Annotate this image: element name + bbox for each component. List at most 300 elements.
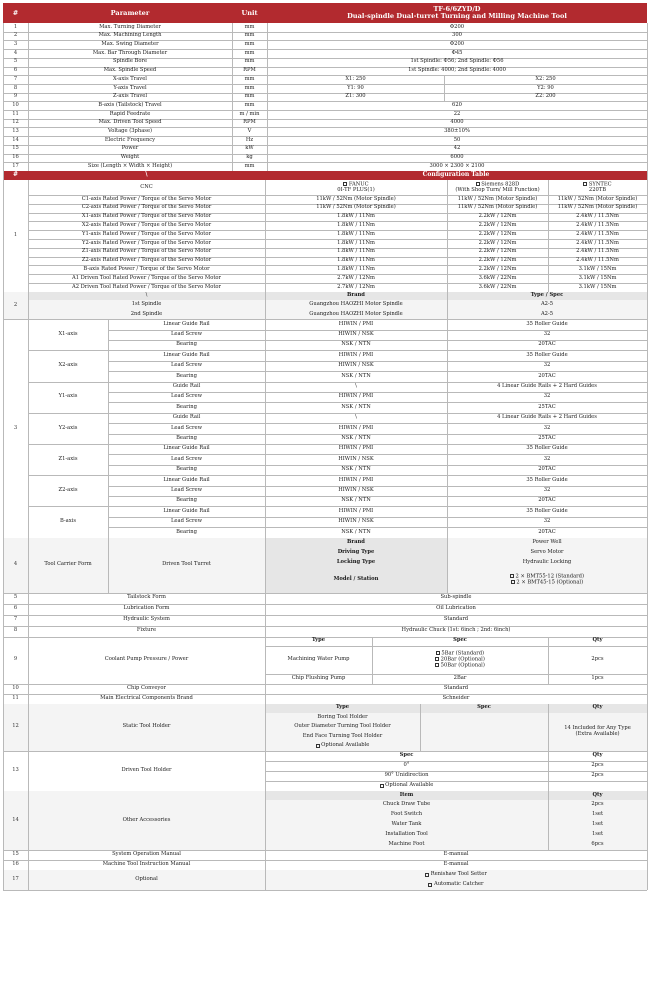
grid-line <box>28 23 29 171</box>
motor-siemens: 11kW / 52Nm (Motor Spindle) <box>457 195 538 202</box>
axis-spec: 32 <box>543 362 551 369</box>
grid-line <box>647 171 648 890</box>
motor-fanuc: 11kW / 52Nm (Motor Spindle) <box>316 204 396 211</box>
header-model <box>267 3 647 23</box>
motor-syntec: 11kW / 52Nm (Motor Spindle) <box>557 195 638 202</box>
section-no: 12 <box>3 704 28 751</box>
acc-qty: 1set <box>548 810 647 820</box>
axis-brand: NSK / NTN <box>341 528 371 535</box>
acc-item-head: Item <box>265 791 548 801</box>
checkbox-icon <box>476 182 480 186</box>
grid-line <box>28 292 29 320</box>
model-station-label: Model / Station <box>265 568 447 593</box>
motor-name: C2-axis Rated Power / Torque of the Servo Motor <box>81 204 212 211</box>
param-unit: mm <box>244 84 255 91</box>
axis-spec: 32 <box>543 487 551 494</box>
row-no: 8 <box>13 627 18 634</box>
param-value-2: Z2: 200 <box>535 93 556 100</box>
row-no: 10 <box>12 684 19 691</box>
axis-name: Y2-axis <box>58 424 78 431</box>
param-unit: V <box>247 128 252 134</box>
siemens-name: Siemens 828D <box>481 181 520 188</box>
axis-spec: 20TAC <box>538 466 556 473</box>
motor-syntec: 11kW / 52Nm (Motor Spindle) <box>557 204 638 211</box>
param-value: 42 <box>453 145 461 152</box>
grid-line <box>265 791 266 851</box>
param-unit: mm <box>244 32 255 39</box>
param-no: 12 <box>12 119 19 126</box>
motor-siemens: 2.2kW / 12Nm <box>478 221 517 228</box>
axis-name: X1-axis <box>58 331 78 338</box>
accessories-label: Other Accessories <box>28 791 265 851</box>
param-no: 16 <box>12 154 19 161</box>
syntec-sub: 220TB <box>588 186 607 193</box>
grid-line <box>444 84 445 93</box>
param-value: 3000 × 2300 × 2100 <box>429 162 485 169</box>
static-tool-spec <box>420 722 548 732</box>
axis-brand: HIWIN / NSK <box>338 331 374 338</box>
grid-line <box>265 626 266 637</box>
pump-spec-option: 5Bar (Standard) <box>441 650 485 657</box>
param-no: 11 <box>12 110 19 117</box>
axis-brand: NSK / NTN <box>341 341 371 348</box>
grid-line <box>265 751 266 791</box>
grid-line <box>108 538 109 593</box>
param-no: 2 <box>13 32 18 39</box>
section-no: 13 <box>12 766 19 773</box>
axis-item: Lead Screw <box>170 331 203 338</box>
driven-qty: 2pcs <box>591 761 604 768</box>
motor-siemens: 2.2kW / 12Nm <box>478 257 517 264</box>
row-name: Chip Conveyor <box>127 684 166 691</box>
static-tool-spec <box>420 732 548 742</box>
grid-line <box>28 604 29 615</box>
spindle-type-head: Type / Spec <box>447 292 647 301</box>
tool-carrier-value: Hydraulic Locking <box>447 558 647 568</box>
header-parameter: Parameter <box>28 3 232 23</box>
checkbox-icon <box>425 873 429 877</box>
motor-fanuc: 1.8kW / 11Nm <box>337 248 375 255</box>
grid-line <box>232 23 233 171</box>
axis-brand: HIWIN / NSK <box>338 487 374 494</box>
grid-line <box>548 180 549 292</box>
optional-label: Optional <box>28 870 265 890</box>
grid-line <box>28 615 29 626</box>
param-no: 5 <box>13 58 18 65</box>
driven-spec: 90° Unidirection <box>384 771 429 778</box>
param-unit: Hz <box>245 136 254 143</box>
motor-name: A2 Driven Tool Rated Power / Torque of the Servo Motor <box>71 283 222 290</box>
axis-spec: 20TAC <box>538 497 556 504</box>
axis-brand: \ <box>355 383 357 390</box>
pump-spec-option: 20Bar (Optional) <box>440 656 485 663</box>
motor-fanuc: 1.8kW / 11Nm <box>337 213 375 220</box>
motor-syntec: 2.4kW / 11.5Nm <box>576 213 619 220</box>
param-name: Max. Swing Diameter <box>101 41 159 47</box>
driven-spec-head: Spec <box>399 751 414 758</box>
param-name: Electric Frequency <box>104 136 156 143</box>
grid-line <box>265 704 266 751</box>
tool-carrier-key: Locking Type <box>265 558 447 568</box>
grid-line <box>28 538 29 593</box>
acc-item: Installation Tool <box>265 830 548 840</box>
axis-item: Bearing <box>176 372 197 379</box>
section-no: 17 <box>3 870 28 890</box>
axis-item: Lead Screw <box>170 455 203 462</box>
param-value: 300 <box>452 32 462 39</box>
syntec-name: SYNTEC <box>588 181 612 188</box>
grid-line <box>447 292 448 320</box>
row-value: E-manual <box>443 861 469 868</box>
param-no: 13 <box>12 128 19 134</box>
machine-name: Dual-spindle Dual-turret Turning and Milling Machine Tool <box>347 12 567 20</box>
optional-item-text: Automatic Catcher <box>433 881 484 888</box>
motor-fanuc: 1.8kW / 11Nm <box>337 239 375 246</box>
grid-line <box>265 180 266 292</box>
param-value: Φ200 <box>449 23 465 30</box>
coolant-pump1-specs <box>372 646 548 674</box>
param-name: Size (Length × Width × Height) <box>87 162 173 169</box>
static-optional-text: Optional Available <box>321 742 370 749</box>
row-no: 6 <box>13 605 18 612</box>
static-tool-spec <box>420 741 548 751</box>
axis-brand: NSK / NTN <box>341 372 371 379</box>
param-value: Φ200 <box>449 41 465 47</box>
acc-item: Machine Foot <box>265 840 548 850</box>
axis-item: Lead Screw <box>170 424 203 431</box>
spindle-name: 1st Spindle <box>28 300 265 310</box>
grid-line <box>265 604 266 615</box>
axis-item: Lead Screw <box>170 393 203 400</box>
param-name: Power <box>121 145 139 152</box>
spindle-brand: Guangzhou HAOZHI Motor Spindle <box>265 310 447 320</box>
row-value: E-manual <box>443 851 469 858</box>
motor-syntec: 3.1kW / 15Nm <box>578 274 617 281</box>
static-tool-item: Outer Diameter Turning Tool Holder <box>265 722 420 732</box>
axis-name: B-axis <box>59 518 76 525</box>
motor-siemens: 11kW / 52Nm (Motor Spindle) <box>457 204 538 211</box>
axis-brand: HIWIN / PMI <box>338 476 374 483</box>
axis-spec: 32 <box>543 455 551 462</box>
axis-name: Z1-axis <box>58 455 78 462</box>
axis-item: Linear Guide Rail <box>163 320 210 327</box>
coolant-qty-head: Qty <box>592 637 603 644</box>
param-unit: RPM <box>243 119 256 126</box>
config-backslash: \ <box>28 171 265 180</box>
grid-line <box>548 637 549 684</box>
model-name: TF-6/6ZYD/D <box>433 5 481 14</box>
static-optional <box>265 741 420 751</box>
param-unit: kg <box>246 154 253 161</box>
coolant-pump2-type: Chip Flushing Pump <box>291 674 346 681</box>
static-tool-spec <box>420 713 548 723</box>
tool-carrier-sub: Driven Tool Turret <box>108 538 265 593</box>
grid-line <box>447 319 448 537</box>
section-no: 2 <box>3 292 28 320</box>
spindle-brand-head: Brand <box>265 292 447 301</box>
config-hash: # <box>3 171 28 180</box>
axis-item: Guide Rail <box>172 414 201 421</box>
grid-line <box>265 637 266 684</box>
row-name: System Operation Manual <box>112 851 181 858</box>
section-no: 3 <box>13 424 18 431</box>
param-value: 620 <box>452 101 462 108</box>
grid-line <box>267 23 268 171</box>
param-no: 15 <box>12 145 19 152</box>
tool-carrier-label: Tool Carrier Form <box>28 538 108 593</box>
driven-spec: 0° <box>403 761 410 768</box>
spindle-type: A2-5 <box>447 310 647 320</box>
static-tool-item: Boring Tool Holder <box>265 713 420 723</box>
motor-syntec: 3.1kW / 15Nm <box>578 283 617 290</box>
param-name: Max. Spindle Speed <box>103 67 157 74</box>
axis-brand: NSK / NTN <box>341 403 371 410</box>
param-unit: mm <box>244 41 255 47</box>
static-qty-head: Qty <box>548 704 647 713</box>
coolant-spec-head: Spec <box>453 637 467 644</box>
grid-line <box>265 684 266 694</box>
grid-line <box>28 850 29 860</box>
checkbox-icon <box>511 580 515 584</box>
coolant-pump1-type: Machining Water Pump <box>287 655 350 662</box>
tool-carrier-key: Driving Type <box>265 548 447 558</box>
motor-name: A1 Driven Tool Rated Power / Torque of the Servo Motor <box>71 274 222 281</box>
param-no: 1 <box>13 23 18 30</box>
acc-item: Water Tank <box>265 820 548 830</box>
grid-line <box>28 751 29 791</box>
axis-item: Bearing <box>176 403 197 410</box>
param-name: Rapid Feedrate <box>109 110 151 117</box>
axis-item: Linear Guide Rail <box>163 351 210 358</box>
axis-spec: 4 Linear Guide Rails + 2 Hard Guides <box>497 414 597 421</box>
coolant-pump2-spec: 2Bar <box>453 674 467 681</box>
param-name: Spindle Bore <box>112 58 148 65</box>
axis-item: Linear Guide Rail <box>163 445 210 452</box>
grid-line <box>265 850 266 860</box>
checkbox-icon <box>428 883 432 887</box>
param-no: 7 <box>13 75 18 82</box>
grid-line <box>28 319 29 537</box>
motor-syntec: 2.4kW / 11.5Nm <box>576 239 619 246</box>
spindle-backslash: \ <box>28 292 265 301</box>
axis-spec: 25TAC <box>538 403 556 410</box>
grid-line <box>372 637 373 684</box>
checkbox-icon <box>583 182 587 186</box>
grid-line <box>3 171 4 890</box>
motor-syntec: 2.4kW / 11.5Nm <box>576 257 619 264</box>
motor-syntec: 2.4kW / 11.5Nm <box>576 221 619 228</box>
motor-siemens: 2.2kW / 12Nm <box>478 248 517 255</box>
tool-carrier-key: Brand <box>265 538 447 548</box>
spindle-name: 2nd Spindle <box>28 310 265 320</box>
acc-qty-head: Qty <box>548 791 647 801</box>
param-name: Voltage (3phase) <box>107 128 153 134</box>
axis-item: Lead Screw <box>170 487 203 494</box>
row-no: 7 <box>13 616 18 623</box>
param-value: Φ45 <box>451 49 463 56</box>
row-no: 15 <box>12 851 19 858</box>
siemens-sub: (With Shop Turn/ Mill Function) <box>455 186 540 193</box>
axis-spec: 32 <box>543 518 551 525</box>
grid-line <box>28 704 29 751</box>
grid-line <box>265 292 266 320</box>
driven-qty-empty <box>548 781 647 791</box>
model-option: 2 × BMT45-15 (Optional) <box>516 579 584 586</box>
axis-brand: HIWIN / PMI <box>338 320 374 327</box>
checkbox-icon <box>435 657 439 661</box>
axis-spec: 35 Roller Guide <box>526 476 568 483</box>
motor-name: Y1-axis Rated Power / Torque of the Servo Motor <box>82 230 211 237</box>
pump-spec-option: 50Bar (Optional) <box>440 662 485 669</box>
row-value: Schneider <box>442 694 470 701</box>
param-unit: kW <box>245 145 254 152</box>
param-value: 22 <box>453 110 461 117</box>
grid-line <box>28 791 29 851</box>
param-value: 1st Spindle: Φ56; 2nd Spindle: Φ56 <box>410 58 504 65</box>
cnc-syntec <box>548 180 647 195</box>
axis-spec: 25TAC <box>538 435 556 442</box>
param-name: Weight <box>120 154 140 161</box>
static-type-head: Type <box>265 704 420 713</box>
motor-siemens: 2.2kW / 12Nm <box>478 230 517 237</box>
motor-siemens: 2.2kW / 12Nm <box>478 265 517 272</box>
grid-line <box>265 860 266 870</box>
section-no: 1 <box>13 232 18 239</box>
param-name: B-axis (Tailstock) Travel <box>98 101 162 108</box>
acc-item: Foot Switch <box>265 810 548 820</box>
motor-name: Z2-axis Rated Power / Torque of the Servo Motor <box>81 257 212 264</box>
axis-item: Guide Rail <box>172 383 201 390</box>
param-unit: mm <box>244 162 255 169</box>
param-no: 6 <box>13 67 18 74</box>
static-qty-line: 14 Included for Any Type <box>564 725 631 732</box>
row-value: Hydraulic Chuck (1st: 6inch ; 2nd: 6inch) <box>401 627 511 634</box>
row-name: Tailstock Form <box>127 594 166 601</box>
motor-name: B-axis Rated Power / Torque of the Servo Motor <box>83 265 210 272</box>
axis-item: Bearing <box>176 497 197 504</box>
axis-brand: HIWIN / PMI <box>338 393 374 400</box>
param-name: X-axis Travel <box>113 75 147 82</box>
grid-line <box>3 890 647 891</box>
grid-line <box>265 319 266 537</box>
axis-spec: 20TAC <box>538 372 556 379</box>
spindle-brand: Guangzhou HAOZHI Motor Spindle <box>265 300 447 310</box>
axis-name: Z2-axis <box>58 487 78 494</box>
row-name: Hydraulic System <box>123 616 170 623</box>
axis-spec: 35 Roller Guide <box>526 445 568 452</box>
grid-line <box>28 870 29 890</box>
axis-brand: HIWIN / NSK <box>338 518 374 525</box>
param-no: 14 <box>12 136 19 143</box>
static-qty-line: (Extra Available) <box>575 730 620 737</box>
row-name: Main Electrical Components Brand <box>100 694 193 701</box>
param-value-1: X1: 250 <box>345 75 366 82</box>
section-no: 14 <box>3 791 28 851</box>
param-no: 4 <box>13 49 18 56</box>
axis-item: Lead Screw <box>170 518 203 525</box>
row-no: 11 <box>12 694 19 701</box>
optional-item-text: Renishaw Tool Setter <box>430 871 487 878</box>
driven-qty-head: Qty <box>592 751 603 758</box>
driven-optional <box>265 781 548 791</box>
grid-line <box>28 694 29 704</box>
param-unit: RPM <box>243 67 256 74</box>
param-unit: mm <box>244 58 255 65</box>
param-unit: m / min <box>239 110 260 117</box>
param-no: 10 <box>12 101 19 108</box>
grid-line <box>444 93 445 102</box>
coolant-label: Coolant Pump Pressure / Power <box>104 656 189 663</box>
checkbox-icon <box>436 651 440 655</box>
grid-line <box>647 23 648 171</box>
grid-line <box>28 626 29 637</box>
coolant-type-head: Type <box>311 637 326 644</box>
motor-syntec: 2.4kW / 11.5Nm <box>576 248 619 255</box>
param-no: 3 <box>13 41 18 47</box>
param-value-2: X2: 250 <box>535 75 556 82</box>
motor-fanuc: 1.8kW / 11Nm <box>337 257 375 264</box>
grid-line <box>28 684 29 694</box>
acc-qty: 1set <box>548 820 647 830</box>
motor-fanuc: 1.8kW / 11Nm <box>337 265 375 272</box>
acc-qty: 6pcs <box>548 840 647 850</box>
motor-name: X1-axis Rated Power / Torque of the Servo Motor <box>81 213 212 220</box>
section-no: 9 <box>13 656 18 663</box>
axis-spec: 4 Linear Guide Rails + 2 Hard Guides <box>497 383 597 390</box>
param-value: 1st Spindle: 4000; 2nd Spindle: 4000 <box>408 67 506 74</box>
grid-line <box>447 180 448 292</box>
param-value-1: Y1: 90 <box>347 84 364 91</box>
grid-line <box>265 694 266 704</box>
grid-line <box>420 704 421 751</box>
row-value: Standard <box>443 616 469 623</box>
grid-line <box>3 23 4 171</box>
checkbox-icon <box>343 182 347 186</box>
grid-line <box>548 704 549 751</box>
axis-brand: HIWIN / NSK <box>338 362 374 369</box>
row-value: Standard <box>443 684 469 691</box>
motor-siemens: 2.2kW / 12Nm <box>478 239 517 246</box>
cnc-label: CNC <box>140 183 153 190</box>
param-name: Z-axis Travel <box>112 93 148 100</box>
static-qty <box>548 713 647 751</box>
row-value: Sub-spindle <box>440 594 472 601</box>
header-unit: Unit <box>232 3 267 23</box>
param-name: Max. Bar Through Diameter <box>92 49 168 56</box>
cnc-siemens <box>447 180 548 195</box>
checkbox-icon <box>510 574 514 578</box>
tool-carrier-value: Servo Motor <box>447 548 647 558</box>
axis-item: Bearing <box>176 341 197 348</box>
axis-spec: 20TAC <box>538 341 556 348</box>
axis-spec: 20TAC <box>538 528 556 535</box>
param-unit: mm <box>244 93 255 100</box>
param-unit: mm <box>244 49 255 56</box>
motor-syntec: 3.1kW / 15Nm <box>578 265 617 272</box>
axis-spec: 35 Roller Guide <box>526 351 568 358</box>
driven-tool-label: Driven Tool Holder <box>121 766 172 773</box>
grid-line <box>265 870 266 890</box>
cnc-fanuc <box>265 180 447 195</box>
axis-brand: HIWIN / PMI <box>338 445 374 452</box>
grid-line <box>447 538 448 593</box>
static-spec-head: Spec <box>420 704 548 713</box>
axis-brand: HIWIN / NSK <box>338 455 374 462</box>
param-no: 9 <box>13 93 18 100</box>
axis-brand: HIWIN / PMI <box>338 351 374 358</box>
checkbox-icon <box>380 784 384 788</box>
axis-item: Lead Screw <box>170 362 203 369</box>
